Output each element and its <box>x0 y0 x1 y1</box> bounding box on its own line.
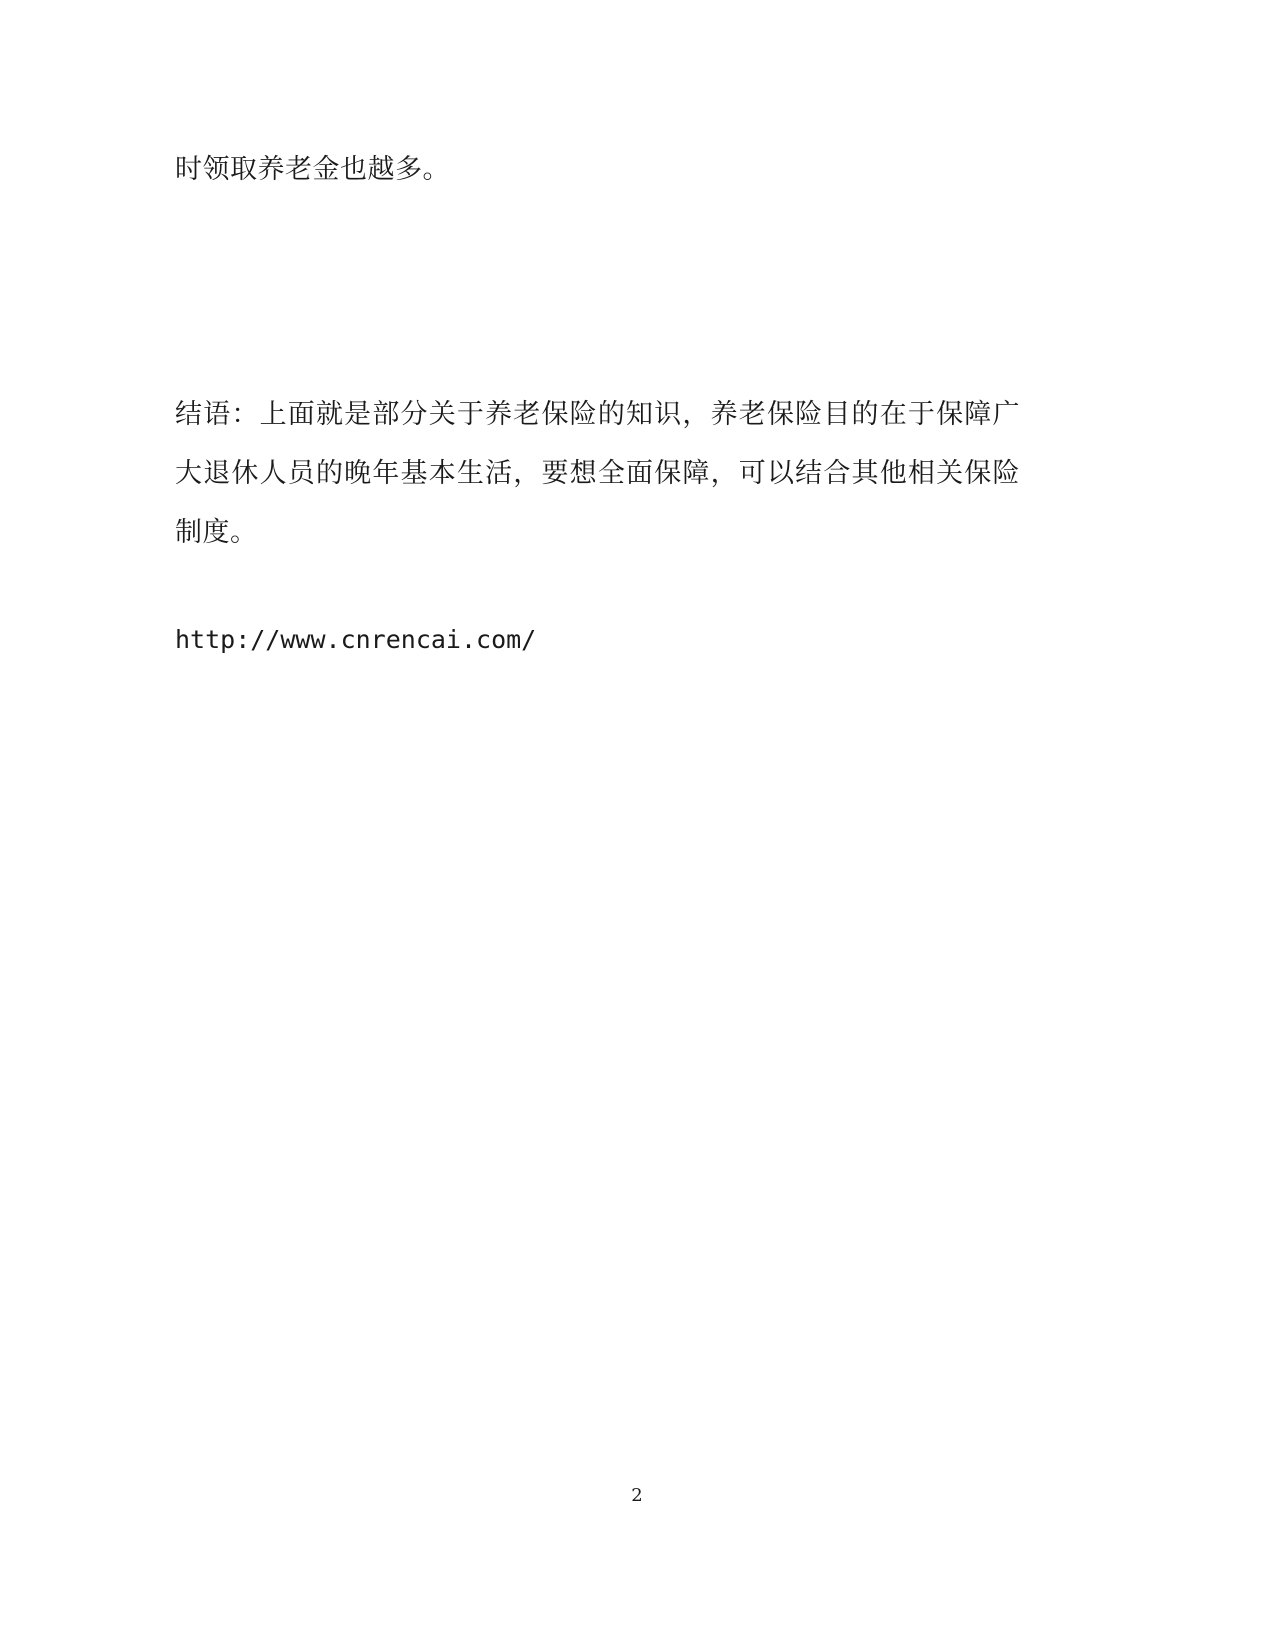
document-body <box>175 140 1020 660</box>
page-number: 2 <box>631 1485 643 1506</box>
paragraph-continuation: 时领取养老金也越多。 <box>175 154 450 185</box>
source-url[interactable]: http://www.cnrencai.com/ <box>175 625 537 654</box>
paragraph-conclusion: 结语：上面就是部分关于养老保险的知识，养老保险目的在于保障广大退休人员的晚年基本生活，要想全面保障，可以结合其他相关保险制度。 <box>175 399 1020 548</box>
paragraph-spacer <box>175 199 1020 385</box>
